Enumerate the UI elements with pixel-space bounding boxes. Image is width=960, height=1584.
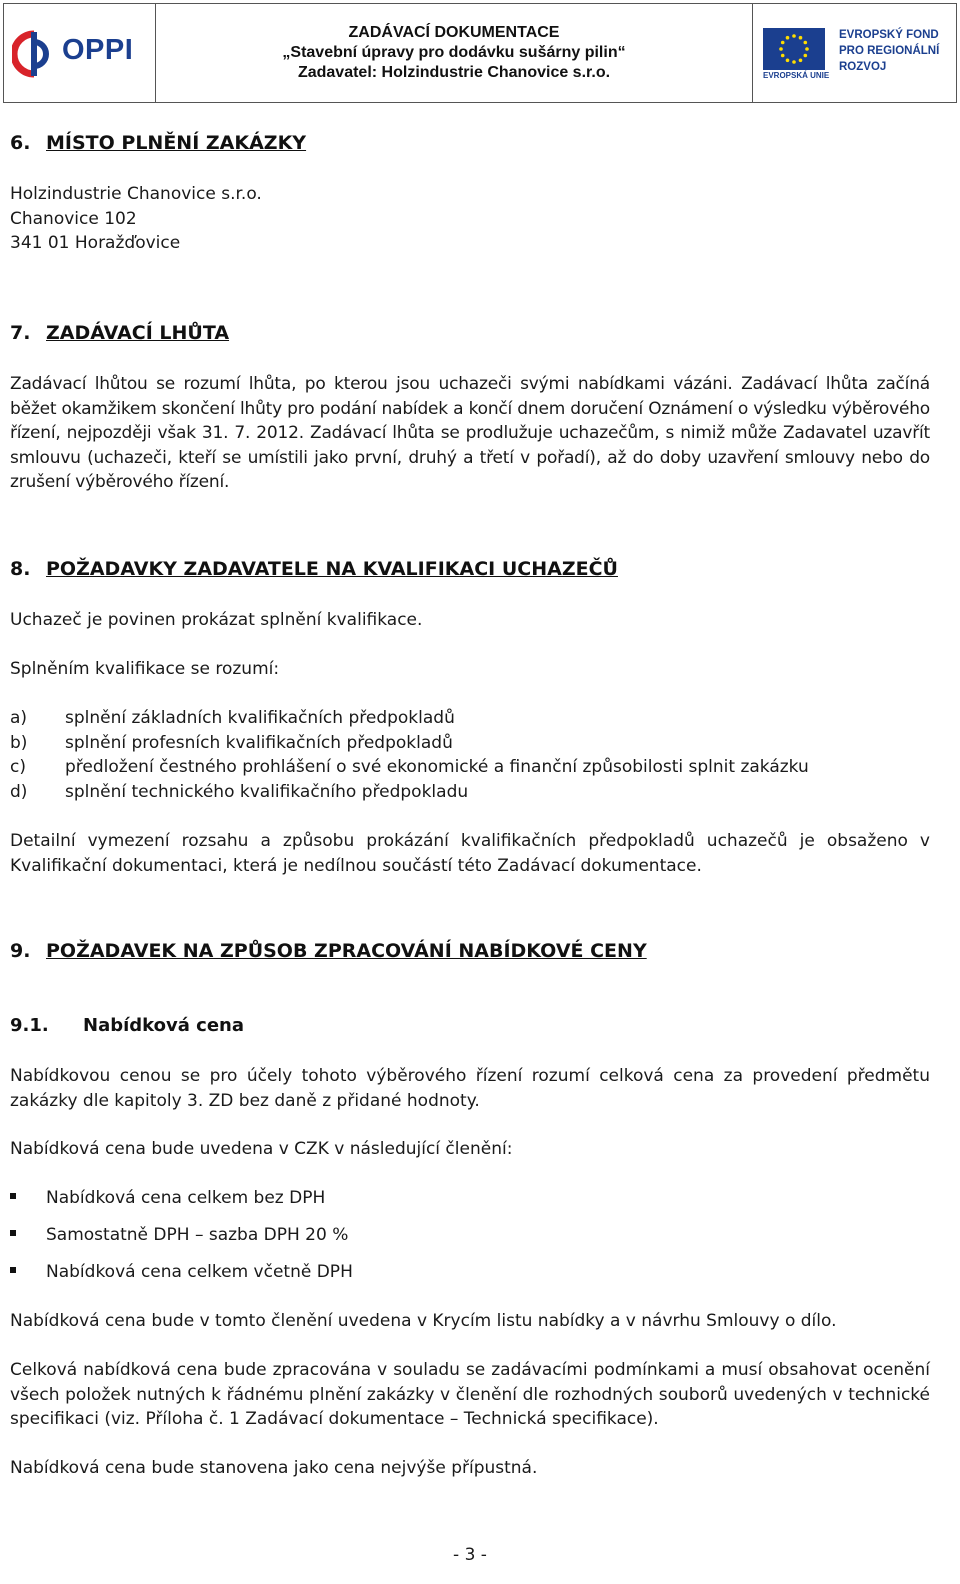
- eu-star-icon: [799, 36, 803, 40]
- eu-star-icon: [805, 47, 809, 51]
- eu-star-icon: [792, 60, 796, 64]
- section-9-p1: Nabídkovou cenou se pro účely tohoto výběrového řízení rozumí celková cena za provedení předmětu zakázky dle kapitoly 3. ZD bez daně z přidané hodnoty.: [10, 1066, 930, 1111]
- header-title-cell: [156, 4, 753, 102]
- eu-star-icon: [804, 41, 808, 45]
- section-8-p1: Uchazeč je povinen prokázat splnění kvalifikace.: [10, 610, 423, 630]
- eu-star-icon: [781, 41, 785, 45]
- section-9-heading: [10, 940, 647, 962]
- eu-flag-icon: [763, 28, 825, 70]
- section-number: 8.: [10, 558, 31, 580]
- document-header: [3, 3, 957, 103]
- section-title: MÍSTO PLNĚNÍ ZAKÁZKY: [46, 132, 307, 154]
- section-number: 6.: [10, 132, 31, 154]
- bullet-square-icon: [10, 1230, 16, 1236]
- eu-star-icon: [792, 34, 796, 38]
- section-9-p5: Nabídková cena bude stanovena jako cena nejvýše přípustná.: [10, 1458, 538, 1478]
- list-text: předložení čestného prohlášení o své ekonomické a finanční způsobilosti splnit zakázku: [65, 757, 809, 777]
- section-number: 7.: [10, 322, 31, 344]
- header-line-2: „Stavební úpravy pro dodávku sušárny pilin“: [282, 44, 626, 61]
- section-8-heading: [10, 558, 618, 580]
- eu-logo-cell: [753, 4, 956, 102]
- list-text: Nabídková cena celkem bez DPH: [46, 1188, 326, 1208]
- subsection-9-1-heading: [10, 1015, 244, 1036]
- eu-star-icon: [804, 54, 808, 58]
- list-marker: b): [10, 733, 28, 753]
- list-marker: a): [10, 708, 28, 728]
- bullet-square-icon: [10, 1193, 16, 1199]
- list-item: [10, 1223, 348, 1248]
- subsection-title: Nabídková cena: [83, 1015, 244, 1036]
- list-text: splnění profesních kvalifikačních předpokladů: [65, 733, 453, 753]
- list-item: [10, 1260, 353, 1285]
- address-line-3: 341 01 Horažďovice: [10, 233, 181, 253]
- section-7-paragraph: Zadávací lhůtou se rozumí lhůta, po kterou jsou uchazeči svými nabídkami vázáni. Zadávací lhůta začíná běžet okamžikem skončení lhůty pro podání nabídek a končí dnem doručení Oznámení o výsledku výběrového řízení, nejpozději však 31. 7. 2012. Zadávací lhůta se prodlužuje uchazečům, s nimiž může Zadavatel uzavřít smlouvu (uchazeči, kteří se umístili jako první, druhý a třetí v pořadí), až do doby uzavření smlouvy nebo do zrušení výběrového řízení.: [10, 374, 930, 492]
- list-item: [10, 1186, 325, 1211]
- address-line-1: Holzindustrie Chanovice s.r.o.: [10, 184, 262, 204]
- eu-label: EVROPSKÁ UNIE: [763, 71, 830, 80]
- list-text: splnění technického kvalifikačního předpokladu: [65, 782, 469, 802]
- section-7-heading: [10, 322, 229, 344]
- section-8-p2: Splněním kvalifikace se rozumí:: [10, 659, 280, 679]
- list-text: Samostatně DPH – sazba DPH 20 %: [46, 1225, 349, 1245]
- section-9-p2: Nabídková cena bude uvedena v CZK v následující členění:: [10, 1139, 513, 1159]
- page-number: - 3 -: [453, 1545, 487, 1565]
- eu-star-icon: [779, 47, 783, 51]
- eu-star-icon: [781, 54, 785, 58]
- section-title: POŽADAVKY ZADAVATELE NA KVALIFIKACI UCHAZEČŮ: [46, 558, 618, 580]
- list-text: splnění základních kvalifikačních předpokladů: [65, 708, 455, 728]
- header-line-3: Zadavatel: Holzindustrie Chanovice s.r.o.: [297, 64, 611, 81]
- fund-line-1: EVROPSKÝ FOND: [839, 29, 939, 41]
- list-marker: c): [10, 757, 26, 777]
- list-item: [10, 706, 455, 731]
- section-title: POŽADAVEK NA ZPŮSOB ZPRACOVÁNÍ NABÍDKOVÉ CENY: [46, 940, 647, 962]
- fund-name: [839, 27, 939, 75]
- list-item: [10, 755, 809, 780]
- address-line-2: Chanovice 102: [10, 209, 137, 229]
- section-6-heading: [10, 132, 306, 154]
- fund-line-3: ROZVOJ: [839, 61, 887, 73]
- fund-line-2: PRO REGIONÁLNÍ: [839, 45, 940, 57]
- list-marker: d): [10, 782, 28, 802]
- subsection-number: 9.1.: [10, 1015, 49, 1036]
- list-item: [10, 731, 453, 756]
- eu-star-icon: [786, 59, 790, 63]
- header-line-1: ZADÁVACÍ DOKUMENTACE: [348, 24, 560, 41]
- bullet-square-icon: [10, 1267, 16, 1273]
- section-title: ZADÁVACÍ LHŮTA: [46, 322, 230, 344]
- eu-star-icon: [799, 59, 803, 63]
- section-number: 9.: [10, 940, 31, 962]
- eu-star-icon: [786, 36, 790, 40]
- oppi-logo-icon: [12, 30, 56, 78]
- section-9-p4: Celková nabídková cena bude zpracována v souladu se zadávacími podmínkami a musí obsahovat ocenění všech položek nutných k řádnému plnění zakázky v členění dle rozhodných souborů uvedených v technické specifikaci (viz. Příloha č. 1 Zadávací dokumentace – Technická specifikace).: [10, 1360, 930, 1429]
- list-text: Nabídková cena celkem včetně DPH: [46, 1262, 353, 1282]
- section-8-p3: Detailní vymezení rozsahu a způsobu prokázání kvalifikačních předpokladů uchazečů je obsaženo v Kvalifikační dokumentaci, která je nedílnou součástí této Zadávací dokumentace.: [10, 831, 930, 876]
- list-item: [10, 780, 468, 805]
- oppi-logo-text: OPPI: [62, 34, 134, 66]
- oppi-logo-cell: [4, 4, 156, 102]
- section-9-p3: Nabídková cena bude v tomto členění uvedena v Krycím listu nabídky a v návrhu Smlouvy o dílo.: [10, 1311, 837, 1331]
